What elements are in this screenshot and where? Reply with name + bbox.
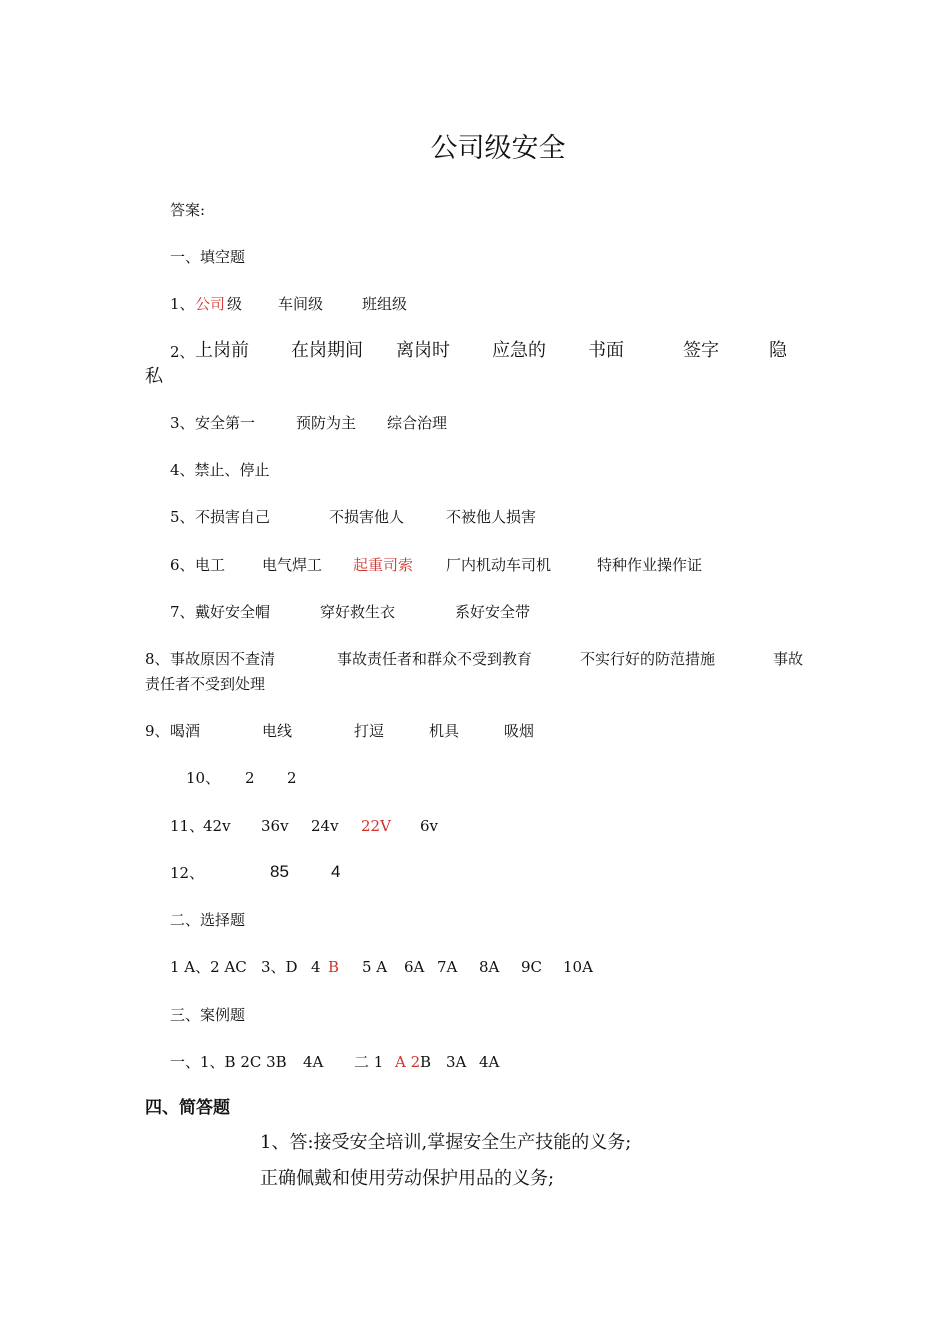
q8-answer-d-cont: 责任者不受到处理 bbox=[145, 675, 266, 693]
q6-number: 6、 bbox=[170, 556, 195, 574]
case-two-4: 4A bbox=[479, 1053, 500, 1071]
page-title: 公司级安全 bbox=[430, 133, 566, 164]
q9-answer-b: 电线 bbox=[262, 722, 293, 740]
choice-7: 7A bbox=[437, 958, 458, 976]
q4-line: 4、禁止、停止 bbox=[170, 461, 270, 479]
q2-answer-g-cont: 私 bbox=[145, 366, 163, 387]
q1-answer-a-suffix: 级 bbox=[227, 295, 243, 313]
q3-number: 3、 bbox=[170, 414, 195, 432]
q10-answer-a: 2 bbox=[245, 769, 255, 787]
q5-answer-b: 不损害他人 bbox=[329, 508, 405, 526]
q2-answer-c: 离岗时 bbox=[396, 340, 450, 361]
q2-answer-f: 签字 bbox=[683, 340, 719, 361]
short-answer-2: 正确佩戴和使用劳动保护用品的义务; bbox=[260, 1168, 555, 1189]
q12-answer-a: 85 bbox=[270, 862, 289, 881]
q1-number: 1、 bbox=[170, 295, 195, 313]
q2-answer-g: 隐 bbox=[769, 340, 787, 361]
choice-1-2: 1 A、2 AC bbox=[170, 958, 247, 976]
section-choice: 二、选择题 bbox=[170, 911, 246, 929]
choice-8: 8A bbox=[479, 958, 500, 976]
q5-answer-c: 不被他人损害 bbox=[446, 508, 537, 526]
choice-4-number: 4 bbox=[311, 958, 321, 976]
q8-number: 8、 bbox=[145, 650, 170, 668]
q1-answer-a: 公司 bbox=[195, 295, 226, 313]
q5-number: 5、 bbox=[170, 508, 195, 526]
case-two-number: 二 1 bbox=[354, 1053, 384, 1071]
q9-answer-e: 吸烟 bbox=[504, 722, 535, 740]
q6-answer-d: 厂内机动车司机 bbox=[446, 556, 552, 574]
q5-answer-a: 不损害自己 bbox=[195, 508, 271, 526]
q2-answer-a: 上岗前 bbox=[195, 340, 249, 361]
q11-answer-c: 24v bbox=[311, 817, 339, 835]
q6-answer-a: 电工 bbox=[195, 556, 226, 574]
section-case: 三、案例题 bbox=[170, 1006, 246, 1024]
q8-answer-a: 事故原因不查清 bbox=[170, 650, 276, 668]
q2-answer-e: 书面 bbox=[588, 340, 624, 361]
q3-answer-a: 安全第一 bbox=[195, 414, 256, 432]
q12-number: 12、 bbox=[170, 864, 205, 882]
q6-answer-c: 起重司索 bbox=[353, 556, 414, 574]
choice-10: 10A bbox=[563, 958, 593, 976]
q12-answer-b: 4 bbox=[331, 862, 341, 881]
q11-answer-d: 22V bbox=[361, 817, 391, 835]
short-answer-1: 1、答:接受安全培训,掌握安全生产技能的义务; bbox=[260, 1132, 632, 1153]
q9-answer-a: 喝酒 bbox=[170, 722, 201, 740]
q11-number: 11、 bbox=[170, 817, 205, 835]
q10-answer-b: 2 bbox=[287, 769, 297, 787]
q7-answer-c: 系好安全带 bbox=[455, 603, 531, 621]
q2-number: 2、 bbox=[170, 343, 195, 361]
choice-3: 3、D bbox=[261, 958, 298, 976]
section-short-answer: 四、简答题 bbox=[145, 1098, 230, 1118]
q6-answer-b: 电气焊工 bbox=[262, 556, 323, 574]
q9-answer-d: 机具 bbox=[429, 722, 460, 740]
q10-number: 10、 bbox=[186, 769, 221, 787]
q8-answer-d: 事故 bbox=[773, 650, 804, 668]
q11-answer-e: 6v bbox=[420, 817, 439, 835]
section-fill-blank: 一、填空题 bbox=[170, 248, 246, 266]
case-two-3: 3A bbox=[446, 1053, 467, 1071]
q1-answer-c: 班组级 bbox=[362, 295, 408, 313]
q8-answer-b: 事故责任者和群众不受到教育 bbox=[337, 650, 533, 668]
q2-answer-b: 在岗期间 bbox=[291, 340, 363, 361]
case-one-4: 4A bbox=[303, 1053, 324, 1071]
q2-answer-d: 应急的 bbox=[492, 340, 546, 361]
q8-answer-c: 不实行好的防范措施 bbox=[580, 650, 716, 668]
q7-answer-b: 穿好救生衣 bbox=[320, 603, 396, 621]
case-two-answer-red: A 2 bbox=[395, 1053, 421, 1071]
choice-5: 5 A bbox=[362, 958, 388, 976]
choice-4-answer: B bbox=[328, 958, 340, 976]
q3-answer-b: 预防为主 bbox=[296, 414, 357, 432]
q3-answer-c: 综合治理 bbox=[387, 414, 448, 432]
q9-number: 9、 bbox=[145, 722, 170, 740]
q11-answer-b: 36v bbox=[261, 817, 289, 835]
case-one-answers: 一、1、B 2C 3B bbox=[170, 1053, 287, 1071]
case-two-2: B bbox=[420, 1053, 432, 1071]
q6-answer-e: 特种作业操作证 bbox=[597, 556, 703, 574]
q7-number: 7、 bbox=[170, 603, 195, 621]
q11-answer-a: 42v bbox=[203, 817, 231, 835]
q9-answer-c: 打逗 bbox=[354, 722, 385, 740]
choice-6: 6A bbox=[404, 958, 425, 976]
choice-9: 9C bbox=[521, 958, 543, 976]
q1-answer-b: 车间级 bbox=[278, 295, 324, 313]
q7-answer-a: 戴好安全帽 bbox=[195, 603, 271, 621]
answer-label: 答案: bbox=[170, 201, 206, 219]
